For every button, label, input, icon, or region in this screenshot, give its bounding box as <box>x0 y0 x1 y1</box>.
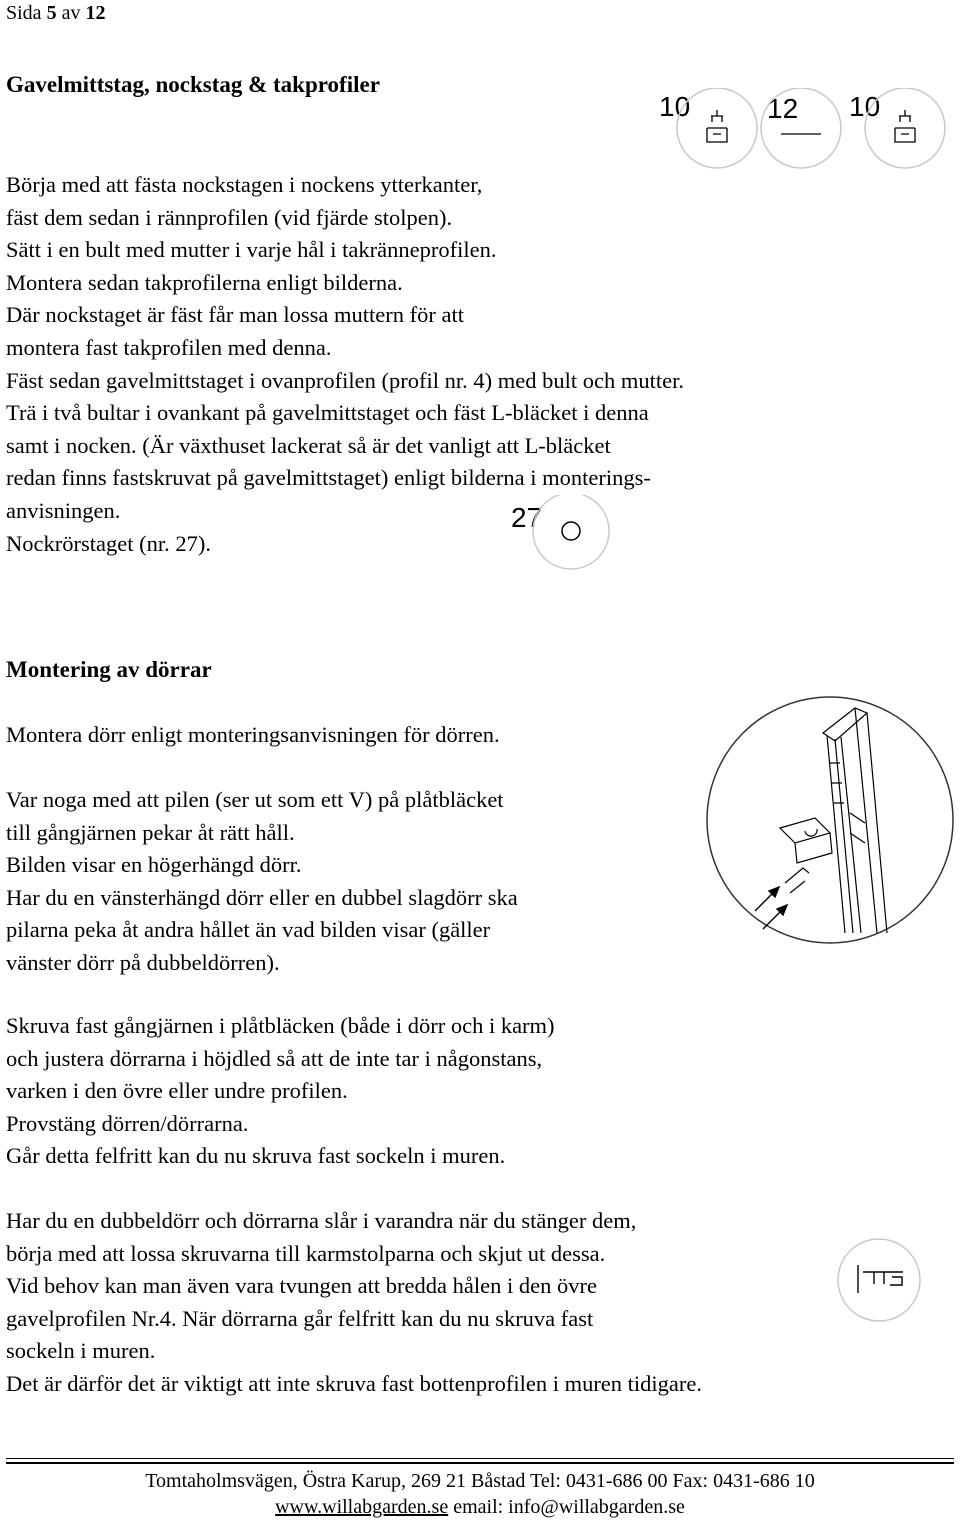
text-line: Sätt i en bult med mutter i varje hål i takränneprofilen. <box>6 237 497 263</box>
section2-para3 <box>6 1010 555 1173</box>
ridge-rod-figure <box>505 495 615 575</box>
section-title-dorrar: Montering av dörrar <box>6 657 212 682</box>
text-line: montera fast takprofilen med denna. <box>6 334 332 360</box>
text-line: Vid behov kan man även vara tvungen att bredda hålen i den övre <box>6 1273 597 1299</box>
page-of: av <box>61 2 81 24</box>
footer-website-link[interactable]: www.willabgarden.se <box>275 1496 449 1518</box>
footer-divider <box>6 1458 954 1459</box>
text-line: fäst dem sedan i rännprofilen (vid fjärde stolpen). <box>6 204 453 230</box>
profile-cross-section-figure <box>655 88 950 172</box>
text-line: till gångjärnen pekar åt rätt håll. <box>6 819 295 845</box>
page-current: 5 <box>46 2 57 24</box>
page-total: 12 <box>85 2 106 24</box>
text-line: anvisningen. <box>6 497 121 523</box>
text-line: Det är därför det är viktigt att inte skruva fast bottenprofilen i muren tidigare. <box>6 1370 703 1396</box>
footer-email: email: info@willabgarden.se <box>453 1496 685 1518</box>
text-line: varken i den övre eller undre profilen. <box>6 1078 348 1104</box>
profile-label-middle: 12 <box>767 93 799 124</box>
text-line: Montera sedan takprofilerna enligt bilderna. <box>6 269 403 295</box>
text-line: Där nockstaget är fäst får man lossa muttern för att <box>6 302 464 328</box>
section2-para2 <box>6 784 518 980</box>
text-line: Bilden visar en högerhängd dörr. <box>6 852 302 878</box>
text-line: gavelprofilen Nr.4. När dörrarna går felfritt kan du nu skruva fast <box>6 1305 594 1331</box>
text-line: Trä i två bultar i ovankant på gavelmittstaget och fäst L-bläcket i denna <box>6 400 649 426</box>
text-line: sockeln i muren. <box>6 1338 156 1364</box>
rod-label: 27 <box>511 502 543 533</box>
text-line: Går detta felfritt kan du nu skruva fast sockeln i muren. <box>6 1143 506 1169</box>
text-line: Provstäng dörren/dörrarna. <box>6 1110 249 1136</box>
text-line: börja med att lossa skruvarna till karmstolparna och skjut ut dessa. <box>6 1240 606 1266</box>
text-line: Skruva fast gångjärnen i plåtbläcken (både i dörr och i karm) <box>6 1013 555 1038</box>
footer-divider-thick <box>6 1462 954 1464</box>
text-line: Börja med att fästa nockstagen i nockens ytterkanter, <box>6 172 483 197</box>
footer-address: Tomtaholmsvägen, Östra Karup, 269 21 Båstad Tel: 0431-686 00 Fax: 0431-686 10 <box>145 1470 815 1492</box>
text-line: Var noga med att pilen (ser ut som ett V) på plåtbläcket <box>6 787 504 812</box>
page-label: Sida <box>6 2 42 24</box>
text-line: vänster dörr på dubbeldörren). <box>6 949 280 975</box>
page-number <box>6 0 105 26</box>
section2-para4 <box>6 1205 702 1401</box>
text-line: Har du en vänsterhängd dörr eller en dubbel slagdörr ska <box>6 884 518 910</box>
text-line: och justera dörrarna i höjdled så att de inte tar i någonstans, <box>6 1045 543 1071</box>
profile-label-left: 10 <box>659 91 691 122</box>
profile-label-right: 10 <box>849 91 881 122</box>
section-title-gavelmittstag: Gavelmittstag, nockstag & takprofiler <box>6 72 380 97</box>
text-line: samt i nocken. (Är växthuset lackerat så är det vanligt att L-bläcket <box>6 432 611 458</box>
door-hinge-figure <box>705 683 955 958</box>
footer-contact <box>0 1494 960 1520</box>
section2-para1 <box>6 719 500 752</box>
text-line: redan finns fastskruvat på gavelmittstaget) enligt bilderna i monterings- <box>6 465 651 491</box>
text-line: Fäst sedan gavelmittstaget i ovanprofilen (profil nr. 4) med bult och mutter. <box>6 367 684 393</box>
text-line: pilarna peka åt andra hållet än vad bilden visar (gäller <box>6 917 491 943</box>
text-line: Nockrörstaget (nr. 27). <box>6 530 211 556</box>
bottom-profile-figure <box>836 1237 922 1323</box>
text-line: Har du en dubbeldörr och dörrarna slår i varandra när du stänger dem, <box>6 1208 637 1233</box>
text-line: Montera dörr enligt monteringsanvisningen för dörren. <box>6 722 500 747</box>
